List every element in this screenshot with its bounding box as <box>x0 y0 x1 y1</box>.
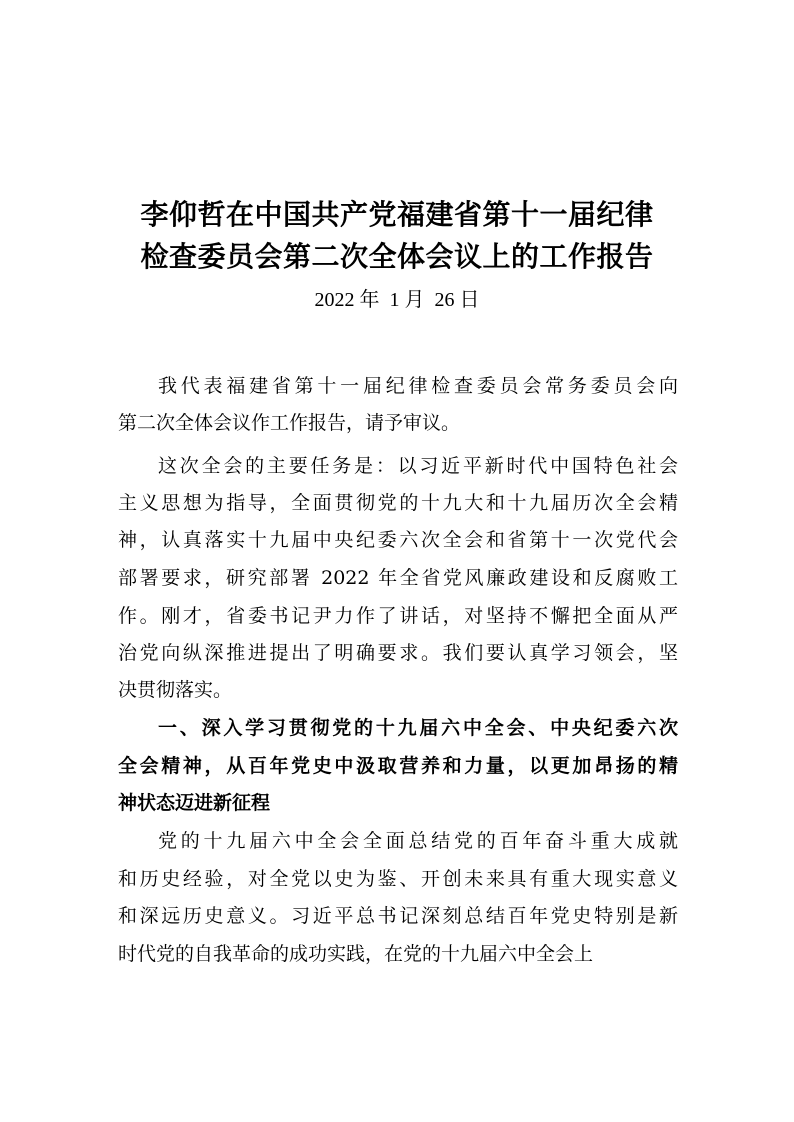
paragraph-3-line: 党的十九届六中全会全面总结党的百年奋斗重大成就 <box>158 830 678 852</box>
paragraph-2-line: 这次全会的主要任务是：以习近平新时代中国特色社会 <box>158 455 678 477</box>
paragraph-1-line: 我代表福建省第十一届纪律检查委员会常务委员会向 <box>158 375 678 397</box>
paragraph-3-line: 和历史经验，对全党以史为鉴、开创未来具有重大现实意义 <box>118 868 678 890</box>
section-heading-line: 神状态迈进新征程 <box>118 792 271 814</box>
document-title-line-2: 检查委员会第二次全体会议上的工作报告 <box>140 240 654 273</box>
section-heading-line: 一、深入学习贯彻党的十九届六中全会、中央纪委六次 <box>158 717 678 739</box>
paragraph-1-line: 第二次全体会议作工作报告，请予审议。 <box>118 412 461 434</box>
paragraph-2-line: 治党向纵深推进提出了明确要求。我们要认真学习领会，坚 <box>118 642 678 664</box>
paragraph-2-line: 作。刚才，省委书记尹力作了讲话，对坚持不懈把全面从严 <box>118 605 678 627</box>
paragraph-2-line: 主义思想为指导，全面贯彻党的十九大和十九届历次全会精 <box>118 492 678 514</box>
paragraph-2-line: 部署要求，研究部署 2022 年全省党风廉政建设和反腐败工 <box>118 567 678 589</box>
document-date: 2022 年 1 月 26 日 <box>314 289 480 311</box>
document-title-line-1: 李仰哲在中国共产党福建省第十一届纪律 <box>140 198 654 231</box>
paragraph-3-line: 和深远历史意义。习近平总书记深刻总结百年党史特别是新 <box>118 905 678 927</box>
paragraph-2-line: 神，认真落实十九届中央纪委六次全会和省第十一次党代会 <box>118 529 678 551</box>
paragraph-3-line: 时代党的自我革命的成功实践，在党的十九届六中全会上 <box>118 943 594 965</box>
section-heading-line: 全会精神，从百年党史中汲取营养和力量，以更加昂扬的精 <box>118 755 678 777</box>
paragraph-2-line: 决贯彻落实。 <box>118 679 233 701</box>
